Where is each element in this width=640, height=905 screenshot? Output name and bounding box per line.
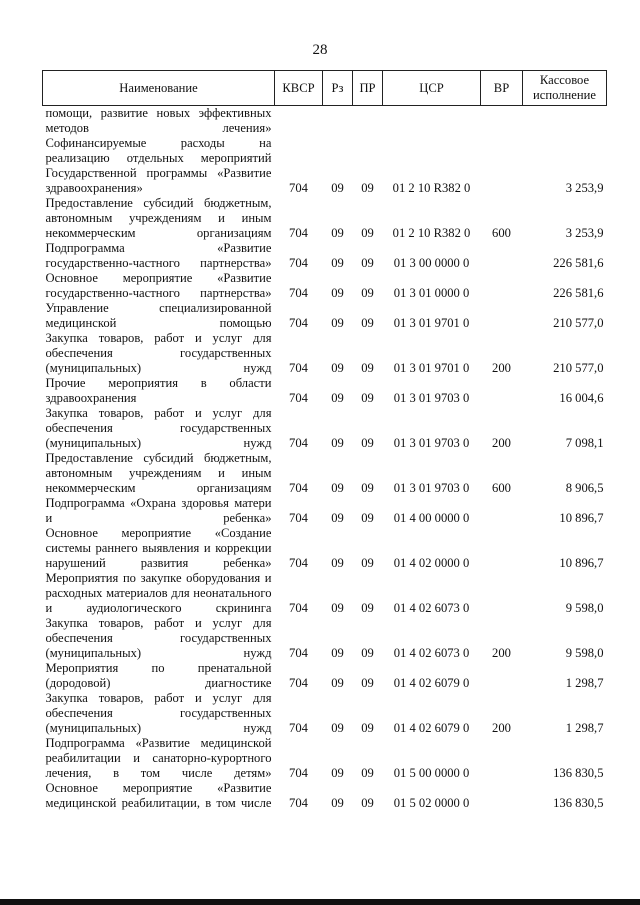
- cell-csr: 01 4 02 6079 0: [393, 721, 470, 735]
- cell-vr: [481, 781, 523, 811]
- cell-vr: 200: [492, 721, 511, 735]
- cell-pr: 09: [361, 436, 374, 450]
- cell-pr: 09: [361, 721, 374, 735]
- cell-rz: 09: [331, 721, 344, 735]
- cell-rz: 09: [331, 796, 344, 810]
- cell-csr: 01 3 00 0000 0: [393, 256, 470, 270]
- cell-amount: 136 830,5: [553, 766, 604, 780]
- table-row: [43, 526, 607, 571]
- header-name: Наименование: [43, 71, 275, 106]
- cell-csr: 01 4 02 6073 0: [393, 646, 470, 660]
- cell-amount: 3 253,9: [565, 181, 604, 195]
- cell-rz: 09: [331, 436, 344, 450]
- table-row: [43, 241, 607, 271]
- header-kvsr: КВСР: [275, 71, 323, 106]
- header-amount: Кассовое исполнение: [523, 71, 607, 106]
- cell-vr: [481, 526, 523, 571]
- cell-csr: 01 3 01 9701 0: [393, 316, 470, 330]
- cell-name: Основное мероприятие «Развитие медицинской реабилитации, в том числе: [45, 781, 272, 810]
- cell-name: Предоставление субсидий бюджетным, автономным учреждениям и иным некоммерческим организациям: [45, 451, 272, 495]
- cell-rz: 09: [331, 646, 344, 660]
- table-row: [43, 661, 607, 691]
- cell-kvsr: 704: [289, 316, 308, 330]
- cell-amount: 10 896,7: [559, 556, 604, 570]
- cell-amount: 9 598,0: [565, 601, 604, 615]
- cell-vr: 200: [492, 361, 511, 375]
- cell-rz: 09: [331, 256, 344, 270]
- header-csr: ЦСР: [383, 71, 481, 106]
- header-rz: Рз: [323, 71, 353, 106]
- cell-name: Подпрограмма «Развитие медицинской реабилитации и санаторно-курортного лечения, в том числе детям»: [45, 736, 272, 780]
- cell-rz: 09: [331, 766, 344, 780]
- cell-rz: 09: [331, 676, 344, 690]
- cell-vr: 600: [492, 226, 511, 240]
- cell-kvsr: 704: [289, 481, 308, 495]
- cell-pr: 09: [361, 676, 374, 690]
- cell-amount: 210 577,0: [553, 316, 604, 330]
- cell-csr: [383, 106, 481, 137]
- cell-amount: 210 577,0: [553, 361, 604, 375]
- cell-name: Основное мероприятие «Создание системы раннего выявления и коррекции нарушений развития ребенка»: [45, 526, 272, 570]
- cell-amount: 8 906,5: [565, 481, 604, 495]
- cell-csr: 01 4 02 0000 0: [393, 556, 470, 570]
- budget-table: [42, 70, 607, 811]
- cell-kvsr: 704: [289, 181, 308, 195]
- cell-rz: 09: [331, 391, 344, 405]
- cell-pr: 09: [361, 511, 374, 525]
- cell-rz: 09: [331, 316, 344, 330]
- cell-pr: 09: [361, 256, 374, 270]
- header-pr: ПР: [353, 71, 383, 106]
- cell-amount: 16 004,6: [559, 391, 604, 405]
- cell-kvsr: 704: [289, 601, 308, 615]
- cell-rz: [323, 106, 353, 137]
- cell-pr: 09: [361, 361, 374, 375]
- cell-vr: 200: [492, 646, 511, 660]
- cell-name: Мероприятия по закупке оборудования и расходных материалов для неонатального и аудиологического скрининга: [45, 571, 272, 615]
- cell-kvsr: 704: [289, 226, 308, 240]
- cell-kvsr: 704: [289, 766, 308, 780]
- cell-vr: 600: [492, 481, 511, 495]
- cell-kvsr: 704: [289, 286, 308, 300]
- cell-amount: 226 581,6: [553, 286, 604, 300]
- cell-csr: 01 4 02 6073 0: [393, 601, 470, 615]
- cell-vr: [481, 106, 523, 137]
- cell-pr: 09: [361, 601, 374, 615]
- cell-pr: 09: [361, 181, 374, 195]
- cell-rz: 09: [331, 226, 344, 240]
- cell-name: Подпрограмма «Развитие государственно-частного партнерства»: [45, 241, 272, 270]
- cell-amount: [523, 106, 607, 137]
- cell-kvsr: 704: [289, 676, 308, 690]
- cell-name: Предоставление субсидий бюджетным, автономным учреждениям и иным некоммерческим организациям: [45, 196, 272, 240]
- cell-rz: 09: [331, 556, 344, 570]
- cell-kvsr: 704: [289, 391, 308, 405]
- cell-vr: [481, 736, 523, 781]
- table-row: [43, 136, 607, 196]
- cell-vr: [481, 376, 523, 406]
- cell-rz: 09: [331, 361, 344, 375]
- cell-pr: [353, 106, 383, 137]
- cell-pr: 09: [361, 796, 374, 810]
- cell-csr: 01 3 01 9701 0: [393, 361, 470, 375]
- table-row: [43, 106, 607, 137]
- cell-kvsr: 704: [289, 361, 308, 375]
- table-row: [43, 406, 607, 451]
- cell-pr: 09: [361, 316, 374, 330]
- cell-csr: 01 3 01 9703 0: [393, 481, 470, 495]
- cell-amount: 1 298,7: [565, 721, 604, 735]
- cell-name: Прочие мероприятия в области здравоохранения: [45, 376, 272, 405]
- cell-amount: 1 298,7: [565, 676, 604, 690]
- cell-vr: [481, 271, 523, 301]
- page-number: 28: [312, 42, 328, 58]
- cell-amount: 10 896,7: [559, 511, 604, 525]
- cell-amount: 3 253,9: [565, 226, 604, 240]
- table-row: [43, 271, 607, 301]
- cell-kvsr: 704: [289, 511, 308, 525]
- cell-csr: 01 2 10 R382 0: [392, 181, 471, 195]
- cell-vr: 200: [492, 436, 511, 450]
- cell-pr: 09: [361, 286, 374, 300]
- cell-kvsr: 704: [289, 796, 308, 810]
- table-row: [43, 616, 607, 661]
- cell-rz: 09: [331, 286, 344, 300]
- cell-pr: 09: [361, 481, 374, 495]
- cell-name: Подпрограмма «Охрана здоровья матери и ребенка»: [45, 496, 272, 525]
- table-row: [43, 301, 607, 331]
- table-body: [43, 106, 607, 812]
- cell-csr: 01 3 01 9703 0: [393, 391, 470, 405]
- cell-vr: [481, 241, 523, 271]
- table-header-row: [43, 71, 607, 106]
- cell-csr: 01 3 01 9703 0: [393, 436, 470, 450]
- cell-rz: 09: [331, 181, 344, 195]
- cell-vr: [481, 571, 523, 616]
- cell-csr: 01 4 00 0000 0: [393, 511, 470, 525]
- cell-kvsr: [275, 106, 323, 137]
- cell-kvsr: 704: [289, 721, 308, 735]
- cell-vr: [481, 661, 523, 691]
- cell-rz: 09: [331, 511, 344, 525]
- cell-csr: 01 4 02 6079 0: [393, 676, 470, 690]
- cell-pr: 09: [361, 391, 374, 405]
- cell-kvsr: 704: [289, 646, 308, 660]
- cell-name: Закупка товаров, работ и услуг для обеспечения государственных (муниципальных) нужд: [45, 691, 272, 735]
- cell-name: Закупка товаров, работ и услуг для обеспечения государственных (муниципальных) нужд: [45, 406, 272, 450]
- table-row: [43, 196, 607, 241]
- cell-name: Закупка товаров, работ и услуг для обеспечения государственных (муниципальных) нужд: [45, 616, 272, 660]
- table-row: [43, 376, 607, 406]
- cell-rz: 09: [331, 481, 344, 495]
- table-row: [43, 736, 607, 781]
- cell-csr: 01 5 02 0000 0: [393, 796, 470, 810]
- cell-name: Софинансируемые расходы на реализацию отдельных мероприятий Государственной программы «Развитие здравоохранения»: [45, 136, 272, 195]
- cell-pr: 09: [361, 556, 374, 570]
- table-row: [43, 571, 607, 616]
- cell-rz: 09: [331, 601, 344, 615]
- cell-vr: [481, 301, 523, 331]
- cell-name: Управление специализированной медицинской помощью: [45, 301, 272, 330]
- header-vr: ВР: [481, 71, 523, 106]
- cell-amount: 7 098,1: [565, 436, 604, 450]
- cell-amount: 9 598,0: [565, 646, 604, 660]
- cell-vr: [481, 496, 523, 526]
- cell-name: помощи, развитие новых эффективных методов лечения»: [45, 106, 272, 135]
- scan-edge: [0, 899, 640, 905]
- cell-csr: 01 2 10 R382 0: [392, 226, 471, 240]
- cell-kvsr: 704: [289, 556, 308, 570]
- cell-csr: 01 3 01 0000 0: [393, 286, 470, 300]
- cell-name: Основное мероприятие «Развитие государственно-частного партнерства»: [45, 271, 272, 300]
- cell-kvsr: 704: [289, 436, 308, 450]
- cell-kvsr: 704: [289, 256, 308, 270]
- cell-pr: 09: [361, 226, 374, 240]
- table-row: [43, 781, 607, 811]
- cell-name: Мероприятия по пренатальной (дородовой) диагностике: [45, 661, 272, 690]
- cell-name: Закупка товаров, работ и услуг для обеспечения государственных (муниципальных) нужд: [45, 331, 272, 375]
- cell-pr: 09: [361, 646, 374, 660]
- cell-amount: 226 581,6: [553, 256, 604, 270]
- table-row: [43, 451, 607, 496]
- table-row: [43, 496, 607, 526]
- cell-vr: [481, 136, 523, 196]
- table-row: [43, 691, 607, 736]
- cell-amount: 136 830,5: [553, 796, 604, 810]
- cell-pr: 09: [361, 766, 374, 780]
- cell-csr: 01 5 00 0000 0: [393, 766, 470, 780]
- table-row: [43, 331, 607, 376]
